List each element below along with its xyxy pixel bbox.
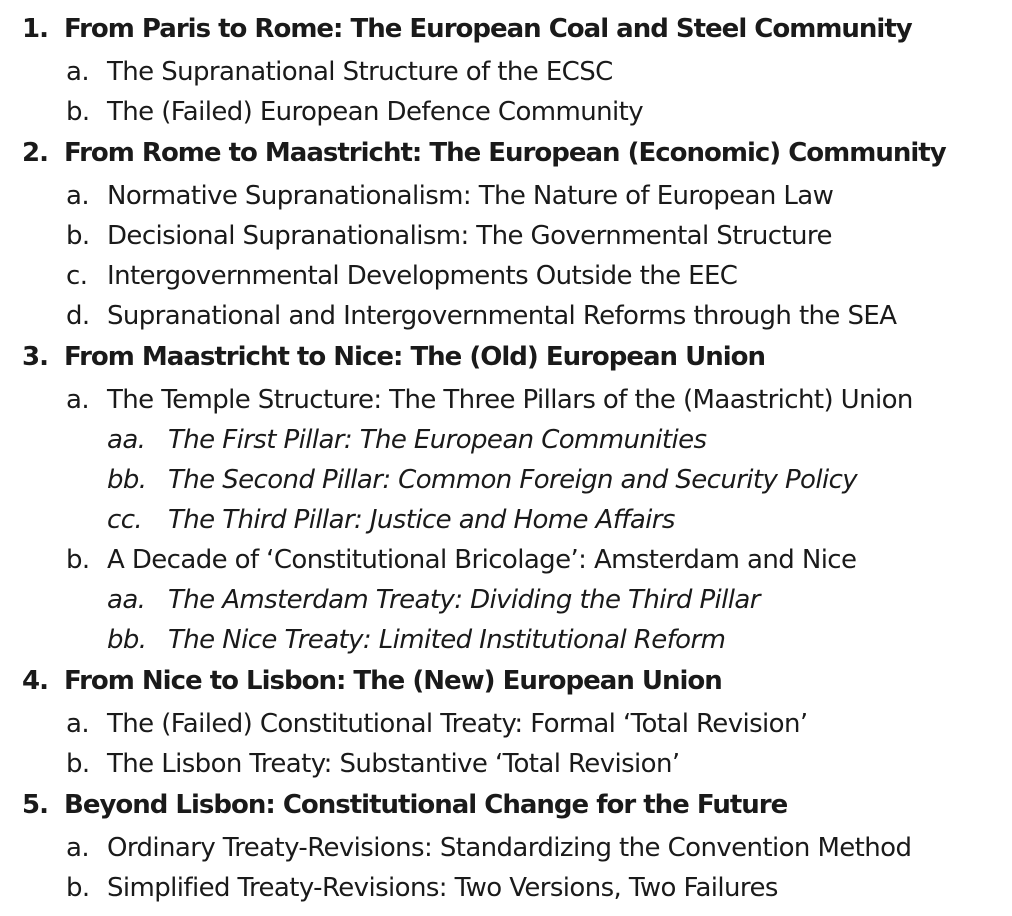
section-heading-number: 3. (22, 342, 48, 372)
subsection-item-number: b. (66, 221, 90, 251)
section-heading-title: From Maastricht to Nice: The (Old) European Union (64, 342, 766, 372)
sub-subsection-item (0, 420, 1012, 460)
subsection-item (0, 176, 1012, 216)
sub-subsection-item-number: aa. (107, 425, 146, 455)
subsection-item-title: The (Failed) European Defence Community (107, 97, 644, 127)
subsection-item (0, 216, 1012, 256)
subsection-item (0, 256, 1012, 296)
subsection-item-number: a. (66, 833, 89, 863)
section-heading-number: 2. (22, 138, 48, 168)
sub-subsection-item-number: bb. (107, 465, 147, 495)
section-heading (0, 660, 1012, 704)
section-heading-title: Beyond Lisbon: Constitutional Change for the Future (64, 790, 788, 820)
sub-subsection-item-title: The Second Pillar: Common Foreign and Security Policy (168, 465, 858, 495)
subsection-item-number: b. (66, 97, 90, 127)
subsection-item (0, 704, 1012, 744)
subsection-item-title: A Decade of ‘Constitutional Bricolage’: Amsterdam and Nice (107, 545, 857, 575)
section-heading-title: From Rome to Maastricht: The European (Economic) Community (64, 138, 946, 168)
section-heading-title: From Nice to Lisbon: The (New) European Union (64, 666, 722, 696)
subsection-item-title: The Lisbon Treaty: Substantive ‘Total Revision’ (107, 749, 680, 779)
sub-subsection-item-number: bb. (107, 625, 147, 655)
section-heading (0, 336, 1012, 380)
subsection-item-title: Normative Supranationalism: The Nature of European Law (107, 181, 834, 211)
table-of-contents (0, 8, 1012, 908)
subsection-item-title: Decisional Supranationalism: The Governmental Structure (107, 221, 832, 251)
subsection-item (0, 380, 1012, 420)
sub-subsection-item (0, 460, 1012, 500)
section-heading (0, 8, 1012, 52)
sub-subsection-item-title: The Third Pillar: Justice and Home Affairs (168, 505, 675, 535)
subsection-item (0, 744, 1012, 784)
sub-subsection-item-number: aa. (107, 585, 146, 615)
sub-subsection-item-title: The Amsterdam Treaty: Dividing the Third Pillar (168, 585, 760, 615)
subsection-item-title: The (Failed) Constitutional Treaty: Formal ‘Total Revision’ (107, 709, 808, 739)
subsection-item-number: a. (66, 385, 89, 415)
subsection-item-number: a. (66, 181, 89, 211)
subsection-item-number: d. (66, 301, 90, 331)
sub-subsection-item (0, 620, 1012, 660)
subsection-item-number: b. (66, 545, 90, 575)
section-heading-number: 5. (22, 790, 48, 820)
subsection-item (0, 540, 1012, 580)
sub-subsection-item (0, 500, 1012, 540)
sub-subsection-item-title: The First Pillar: The European Communities (168, 425, 707, 455)
section-heading (0, 784, 1012, 828)
subsection-item (0, 52, 1012, 92)
subsection-item-title: Intergovernmental Developments Outside the EEC (107, 261, 738, 291)
sub-subsection-item (0, 580, 1012, 620)
section-heading (0, 132, 1012, 176)
subsection-item (0, 296, 1012, 336)
subsection-item (0, 92, 1012, 132)
subsection-item-number: a. (66, 709, 89, 739)
section-heading-title: From Paris to Rome: The European Coal and Steel Community (64, 14, 912, 44)
subsection-item-title: Simplified Treaty-Revisions: Two Versions, Two Failures (107, 873, 778, 903)
section-heading-number: 1. (22, 14, 48, 44)
subsection-item-title: Ordinary Treaty-Revisions: Standardizing the Convention Method (107, 833, 912, 863)
subsection-item-number: b. (66, 873, 90, 903)
section-heading-number: 4. (22, 666, 48, 696)
subsection-item-number: a. (66, 57, 89, 87)
sub-subsection-item-title: The Nice Treaty: Limited Institutional Reform (168, 625, 726, 655)
sub-subsection-item-number: cc. (107, 505, 143, 535)
subsection-item (0, 868, 1012, 908)
subsection-item-number: c. (66, 261, 88, 291)
subsection-item-title: The Supranational Structure of the ECSC (107, 57, 613, 87)
subsection-item-title: The Temple Structure: The Three Pillars of the (Maastricht) Union (107, 385, 913, 415)
subsection-item-title: Supranational and Intergovernmental Reforms through the SEA (107, 301, 897, 331)
subsection-item (0, 828, 1012, 868)
subsection-item-number: b. (66, 749, 90, 779)
